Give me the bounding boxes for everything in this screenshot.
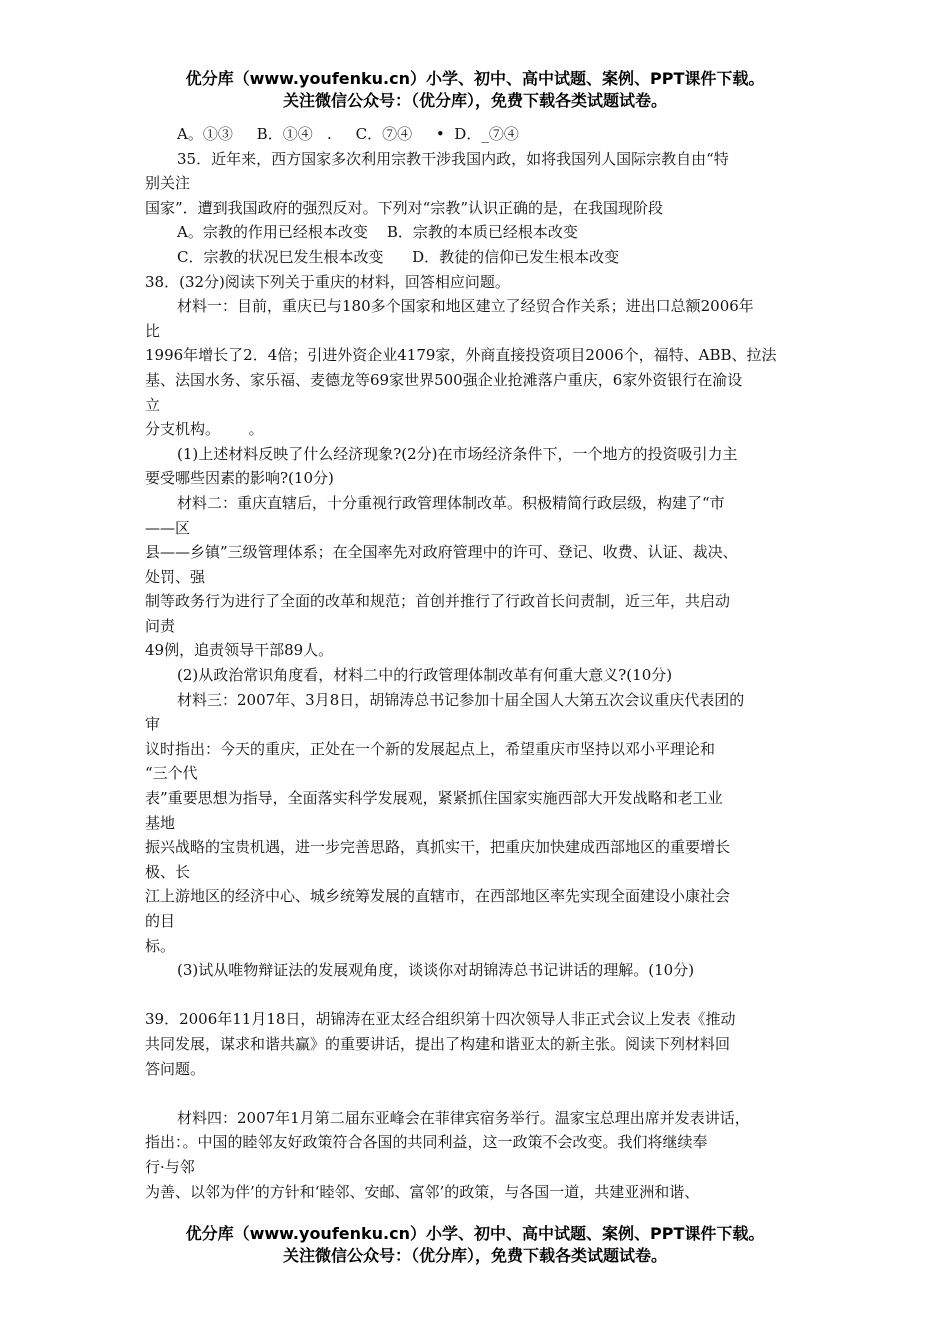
text-line: 江上游地区的经济中心、城乡统筹发展的直辖市，在西部地区率先实现全面建设小康社会 — [145, 887, 731, 906]
text-line: 立 — [145, 395, 161, 414]
text-line: (2)从政治常识角度看，材料二中的行政管理体制改革有何重大意义?(10分) — [177, 666, 673, 685]
text-line: 材料二：重庆直辖后，十分重视行政管理体制改革。积极精简行政层级，构建了“市 — [177, 493, 725, 512]
text-line: “三个代 — [145, 764, 198, 783]
text-line: 振兴战略的宝贵机遇，进一步完善思路，真抓实干，把重庆加快建成西部地区的重要增长 — [145, 838, 731, 857]
text-line: 表”重要思想为指导，全面落实科学发展观，紧紧抓住国家实施西部大开发战略和老工业 — [145, 789, 723, 808]
text-line: 共同发展，谋求和谐共赢》的重要讲话，提出了构建和谐亚太的新主张。阅读下列材料回 — [145, 1034, 731, 1053]
text-line: 制等政务行为进行了全面的改革和规范；首创并推行了行政首长问责制，近三年，共启动 — [145, 592, 731, 611]
blank-line — [145, 983, 815, 1008]
text-line: 县——乡镇”三级管理体系；在全国率先对政府管理中的许可、登记、收费、认证、裁决、 — [145, 543, 738, 562]
text-line: 39．2006年11月18日，胡锦涛在亚太经合组织第十四次领导人非正式会议上发表《推动 — [145, 1010, 736, 1029]
page-footer — [0, 1223, 950, 1267]
text-line: 审 — [145, 715, 161, 734]
text-line: 比 — [145, 321, 161, 340]
document-body — [145, 122, 815, 1204]
footer-line-2: 关注微信公众号：（优分库），免费下载各类试题试卷。 — [282, 1246, 667, 1265]
text-line: 分支机构。 。 — [145, 420, 264, 439]
text-line: A。宗教的作用已经根本改变 B．宗教的本质已经根本改变 — [177, 223, 578, 242]
page-header — [0, 68, 950, 112]
text-line: 极、长 — [145, 862, 191, 881]
text-line: 别关注 — [145, 174, 191, 193]
text-line: 49例，追责领导干部89人。 — [145, 641, 334, 660]
text-line: 行·与邻 — [145, 1157, 195, 1176]
text-line: A。①③ B．①④ . C．⑦④ • D．_⑦④ — [177, 125, 519, 143]
text-line: 的目 — [145, 912, 176, 930]
text-line: 基地 — [145, 813, 176, 832]
text-line: 35．近年来，西方国家多次利用宗教干涉我国内政，如将我国列人国际宗教自由“特 — [177, 149, 729, 168]
text-line: 基、法国水务、家乐福、麦德龙等69家世界500强企业抢滩落户重庆，6家外资银行在渝设 — [145, 370, 743, 389]
text-line: ——区 — [145, 518, 191, 537]
text-line: 材料四：2007年1月第二届东亚峰会在菲律宾宿务举行。温家宝总理出席并发表讲话， — [177, 1108, 750, 1127]
header-line-1: 优分库（www.youfenku.cn）小学、初中、高中试题、案例、PPT课件下载。 — [185, 69, 765, 88]
text-line: 指出：。中国的睦邻友好政策符合各国的共同利益，这一政策不会改变。我们将继续奉 — [145, 1133, 708, 1152]
text-line: C．宗教的状况巳发生根本改变 D．教徒的信仰已发生根本改变 — [177, 247, 620, 266]
footer-line-1: 优分库（www.youfenku.cn）小学、初中、高中试题、案例、PPT课件下载。 — [185, 1224, 765, 1243]
header-line-2: 关注微信公众号：（优分库），免费下载各类试题试卷。 — [282, 91, 667, 110]
blank-line — [145, 1081, 815, 1106]
text-line: (1)上述材料反映了什么经济现象?(2分)在市场经济条件下，一个地方的投资吸引力主 — [177, 444, 738, 463]
text-line: 材料一：目前，重庆已与180多个国家和地区建立了经贸合作关系；进出口总额2006年 — [177, 297, 754, 316]
text-line: 要受哪些因素的影响?(10分) — [145, 469, 334, 488]
text-line: 材料三：2007年、3月8日，胡锦涛总书记参加十届全国人大第五次会议重庆代表团的 — [177, 690, 745, 709]
text-line: 议时指出：今天的重庆，正处在一个新的发展起点上，希望重庆市坚持以邓小平理论和 — [145, 739, 716, 758]
text-line: 问责 — [145, 616, 176, 635]
text-line: 1996年增长了2．4倍；引进外资企业4179家，外商直接投资项目2006个，福特、ABB、拉法 — [145, 346, 777, 365]
text-line: 国家”．遭到我国政府的强烈反对。下列对“宗教”认识正确的是，在我国现阶段 — [145, 198, 664, 217]
text-line: 标。 — [145, 936, 176, 955]
text-line: 答问题。 — [145, 1059, 206, 1078]
text-line: 处罚、强 — [145, 567, 206, 586]
text-line: (3)试从唯物辩证法的发展观角度，谈谈你对胡锦涛总书记讲话的理解。(10分) — [177, 961, 695, 980]
text-line: 为善、以邻为伴’的方针和‘睦邻、安邮、富邻’的政策，与各国一道，共建亚洲和谐、 — [145, 1182, 700, 1201]
text-line: 38．(32分)阅读下列关于重庆的材料，回答相应问题。 — [145, 272, 510, 291]
